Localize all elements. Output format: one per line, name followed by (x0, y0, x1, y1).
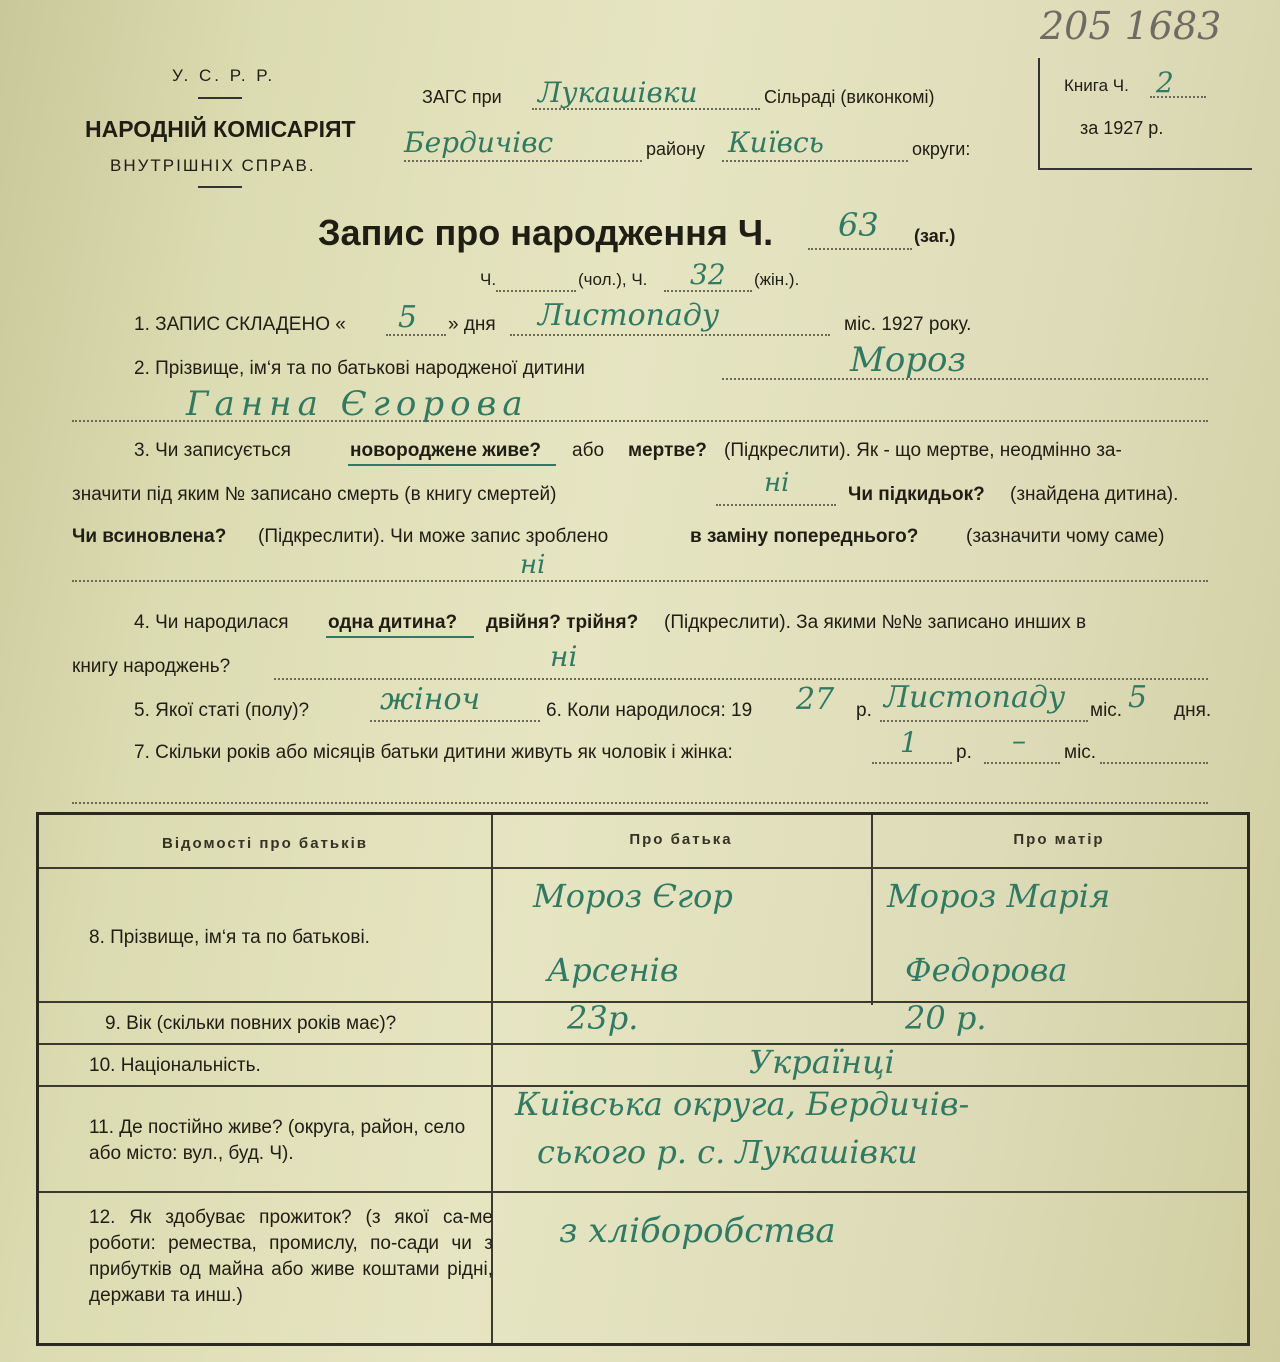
q6-month: Листопаду (884, 680, 1066, 715)
book-label: Книга Ч. (1064, 76, 1129, 95)
row8-mother-patronymic: Федорова (905, 951, 1068, 989)
row8-label: 8. Прізвище, ім‘я та по батькові. (89, 927, 370, 948)
q3-text: або (572, 440, 605, 461)
q7-text: р. (956, 742, 972, 763)
commissariat-title: НАРОДНІЙ КОМІСАРІЯТ (85, 116, 356, 142)
record-number: 63 (838, 206, 879, 244)
q5-label: 5. Якої статі (полу)? (134, 700, 310, 721)
zags-label: ЗАГС при (422, 87, 502, 107)
divider (198, 186, 242, 188)
book-year: за 1927 р. (1080, 118, 1164, 138)
q6-text: міс. (1090, 700, 1123, 721)
female-label: (жін.). (754, 270, 800, 289)
divider (198, 97, 242, 99)
okrug-value: Київсь (728, 126, 824, 159)
q7-months: – (1012, 724, 1026, 757)
q3-option-dead: мертве? (628, 440, 707, 461)
row9-father-age: 23р. (567, 999, 639, 1037)
row12-livelihood: з хліборобства (559, 1211, 836, 1251)
q3-foundling: Чи підкидьок? (848, 484, 985, 505)
q3-text: значити під яким № записано смерть (в книгу смертей) (72, 484, 557, 505)
row11-residence-line2: ського р. с. Лукашівки (537, 1133, 918, 1171)
q1-mid: » дня (448, 314, 496, 335)
q3-text: (зазначити чому саме) (966, 526, 1165, 547)
q6-label: 6. Коли народилося: 19 (546, 700, 753, 721)
q5-sex: жіноч (380, 682, 481, 717)
book-number: 2 (1156, 66, 1174, 99)
row11-label: 11. Де постійно живе? (округа, район, село або місто: вул., буд. Ч). (89, 1117, 466, 1164)
q2-label: 2. Прізвище, ім‘я та по батькові народженої дитини (134, 358, 585, 379)
q4-text: 4. Чи народилася (134, 612, 289, 633)
q7-text: міс. (1064, 742, 1097, 763)
district-value: Бердичівс (404, 126, 554, 159)
q3-text: (знайдена дитина). (1010, 484, 1179, 505)
zags-value: Лукашівки (538, 76, 698, 109)
q4-others-entry: ні (550, 640, 578, 673)
council-label: Сільраді (виконкомі) (764, 87, 935, 107)
state-abbreviation: У. С. Р. Р. (172, 66, 276, 85)
q3-death-entry: ні (764, 468, 790, 498)
record-suffix: (заг.) (914, 226, 956, 246)
record-title: Запис про народження Ч. (318, 212, 774, 253)
q6-text: дня. (1174, 700, 1212, 721)
q6-text: р. (856, 700, 872, 721)
female-number: 32 (690, 258, 726, 291)
q1-label: 1. ЗАПИС СКЛАДЕНО « (134, 314, 346, 335)
q1-end: міс. 1927 року. (844, 314, 972, 335)
okrug-label: округи: (912, 139, 971, 159)
row10-label: 10. Національність. (89, 1055, 261, 1076)
q4-text: книгу народжень? (72, 656, 231, 677)
row12-label: 12. Як здобуває прожиток? (з якої са-ме роботи: ремества, промислу, по-сади чи з прибутків од майна або живе коштами рідні, держави та инш.) (89, 1207, 493, 1306)
row11-residence-line1: Київська округа, Бердичів- (515, 1085, 970, 1123)
q7-years: 1 (900, 726, 918, 759)
book-box (1038, 58, 1252, 170)
table-header-mother: Про матір (1013, 831, 1105, 848)
table-header-father: Про батька (629, 831, 733, 848)
q2-surname: Мороз (850, 340, 967, 380)
row9-mother-age: 20 р. (905, 999, 987, 1037)
row10-nationality: Українці (749, 1043, 895, 1081)
commissariat-subtitle: ВНУТРІШНІХ СПРАВ. (110, 156, 316, 175)
row8-father-name: Мороз Єгор (533, 877, 733, 915)
row8-father-patronymic: Арсенів (547, 951, 679, 989)
q1-day: 5 (398, 300, 418, 335)
table-header-info: Відомості про батьків (162, 835, 368, 852)
q4-option-twins: двійня? трійня? (486, 612, 639, 633)
row8-mother-name: Мороз Марія (887, 877, 1111, 915)
q3-adopted: Чи всиновлена? (72, 526, 227, 547)
q3-text: 3. Чи записується (134, 440, 291, 461)
q3-text: (Підкреслити). Як - що мертве, неодмінно за- (724, 440, 1122, 461)
q2-name: Ганна Єгорова (186, 384, 529, 424)
q1-month: Листопаду (538, 298, 720, 333)
q3-option-alive: новороджене живе? (350, 440, 542, 461)
parents-table (36, 812, 1250, 1346)
q7-label: 7. Скільки років або місяців батьки дитини живуть як чоловік і жінка: (134, 742, 733, 763)
district-label: району (646, 139, 706, 159)
archive-number: 205 1683 (1040, 4, 1222, 48)
q3-replacement-entry: ні (520, 550, 546, 580)
q6-day: 5 (1128, 680, 1148, 715)
q3-replacement: в заміну попереднього? (690, 526, 919, 547)
q4-text: (Підкреслити). За якими №№ записано инших в (664, 612, 1087, 633)
q3-text: (Підкреслити). Чи може запис зроблено (258, 526, 609, 547)
male-label: (чол.), Ч. (578, 270, 648, 289)
row9-label: 9. Вік (скільки повних років має)? (105, 1013, 397, 1034)
q6-year: 27 (796, 682, 835, 717)
male-ch-label: Ч. (480, 270, 497, 289)
q4-option-single: одна дитина? (328, 612, 458, 633)
